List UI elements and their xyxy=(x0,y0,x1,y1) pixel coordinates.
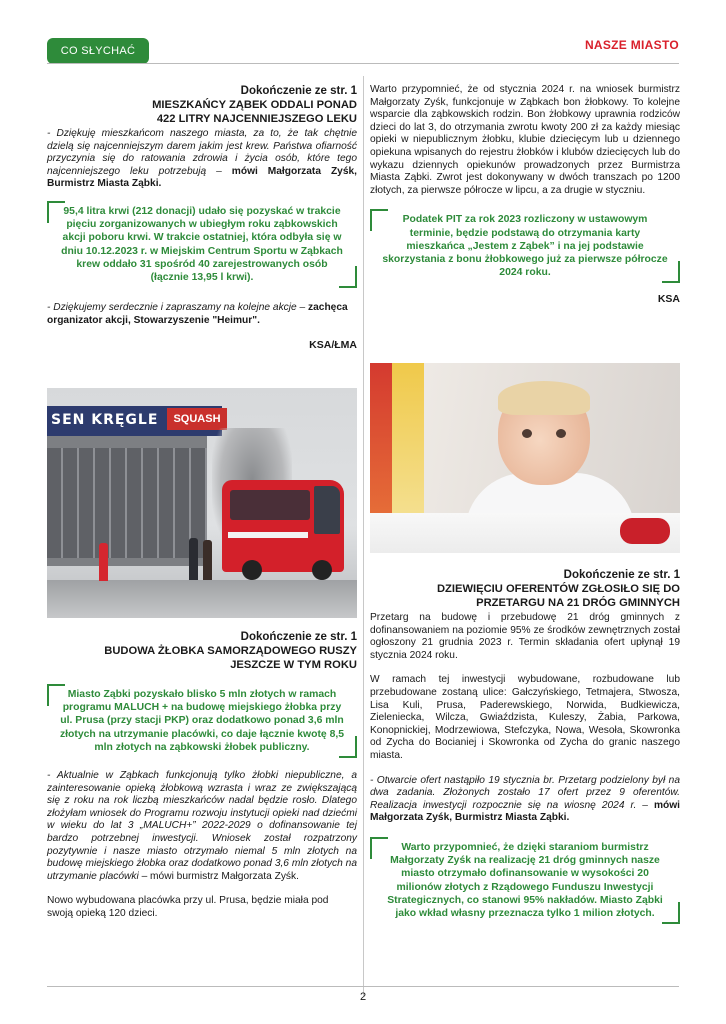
callout-corner xyxy=(662,261,680,283)
continued-label: Dokończenie ze str. 1 xyxy=(240,631,357,643)
closing-paragraph: Nowo wybudowana placówka przy ul. Prusa, będzie miała pod swoją opieką 120 dzieci. xyxy=(47,895,329,919)
quote-text: - Otwarcie ofert nastąpiło 19 stycznia br. Przetarg podzielony był na dwa zadania. Złożonych zostało 17 ofert przez 9 oferentów. Realizacja inwestycji rozpocznie się na wiosnę 2024 r. – xyxy=(370,774,680,811)
headline-line-2: 422 LITRY NAJCENNIEJSZEGO LEKU xyxy=(156,113,357,125)
page-number: 2 xyxy=(359,991,367,1003)
quote-paragraph xyxy=(47,770,357,883)
quote-text: - Dziękuję mieszkańcom naszego miasta, za to, że tak chętnie dzielą się najcenniejszym darem jakim jest krew. Państwa ofiarność przyczynia się do ratowania zdrowia i życia osób, które tego najcenniejszego leku potrzebują – xyxy=(47,128,357,177)
person-figure xyxy=(99,543,108,581)
continued-label: Dokończenie ze str. 1 xyxy=(563,569,680,581)
headline-line-2: PRZETARGU NA 21 DRÓG GMINNYCH xyxy=(476,597,680,609)
photo-blood-bus xyxy=(47,388,357,618)
red-toy xyxy=(620,518,670,544)
headline-line-1: DZIEWIĘCIU OFERENTÓW ZGŁOSIŁO SIĘ DO xyxy=(436,583,680,595)
person-figure xyxy=(203,540,212,580)
quote-text: - Aktualnie w Ząbkach funkcjonują tylko żłobki niepubliczne, a zainteresowanie opieką żłobkową wzrasta i wraz ze zwiększającą się z roku na rok liczbą mieszkańców nadal będzie rosło. Dlatego złożyłam wniosek do Programu rozwoju instytucji opieki nad dziećmi w wieku do lat 3 „MALUCH+” 2022-2029 o dofinansowanie tej bardzo potrzebnej inwestycji. Wniosek został rozpatrzony pozytywnie i nasze miasto otrzymało niemal 5 mln złotych na budowę miejskiego żłobka oraz dodatkowo ponad 3,6 mln złotych na utrzymanie placówki xyxy=(47,770,357,882)
column-divider xyxy=(363,76,364,996)
bus-window xyxy=(230,490,310,520)
snowy-ground xyxy=(47,580,357,618)
callout-corner xyxy=(47,201,65,223)
bus-windshield xyxy=(314,486,340,534)
bus-wheel xyxy=(312,560,332,580)
headline-line-1: MIESZKAŃCY ZĄBEK ODDALI PONAD xyxy=(152,99,357,111)
callout-box xyxy=(47,201,357,288)
continued-label: Dokończenie ze str. 1 xyxy=(240,85,357,97)
baby-eye xyxy=(522,429,532,438)
callout-corner xyxy=(339,266,357,288)
footer-rule xyxy=(47,986,679,987)
paragraph-1: Przetarg na budowę i przebudowę 21 dróg gminnych z dofinansowaniem na poziomie 95% ze środków zewnętrznych został ogłoszony 21 grudnia 2023 r. Termin składania ofert upłynął 19 stycznia 2024 roku. xyxy=(370,612,680,661)
photo-credit: KSA xyxy=(657,293,680,306)
callout-corner xyxy=(370,837,388,859)
headline-line-1: BUDOWA ŻŁOBKA SAMORZĄDOWEGO RUSZY xyxy=(104,645,357,657)
baby-hair xyxy=(498,381,590,415)
section-title: NASZE MIASTO xyxy=(584,38,679,52)
header-rule xyxy=(47,63,679,64)
quote-author: mówi Małgorzata Zyśk, Burmistrz Miasta Ząbki. xyxy=(47,165,357,190)
baby-eye xyxy=(556,429,566,438)
callout-box xyxy=(370,837,680,924)
callout-corner xyxy=(370,209,388,231)
glass-facade xyxy=(47,448,207,558)
article-blood-donation xyxy=(47,84,357,352)
callout-box xyxy=(370,209,680,283)
callout-corner xyxy=(339,736,357,758)
red-bus xyxy=(222,480,344,572)
photo-baby xyxy=(370,363,680,553)
quote-author: – mówi burmistrz Małgorzata Zyśk. xyxy=(138,870,299,882)
photo-credit: KSA/ŁMA xyxy=(309,339,357,352)
quote-paragraph xyxy=(370,775,680,825)
callout-corner xyxy=(47,684,65,706)
callout-text: 95,4 litra krwi (212 donacji) udało się pozyskać w trakcie pięciu zorganizowanych w ubiegłym roku ząbkowskich akcji poboru krwi. W trakcie ostatniej, która odbyła się w dniu 10.12.2023 r. w Miejskim Centrum Sportu w Ząbkach krew oddało 31 spośród 40 zarejestrowanych osób (łącznie 13,95 l krwi). xyxy=(61,205,343,283)
bus-stripe xyxy=(228,532,308,538)
thanks-author: zachęca organizator akcji, Stowarzyszenie "Heimur". xyxy=(47,302,348,326)
body-paragraph: Warto przypomnieć, że od stycznia 2024 r. na wniosek burmistrz Małgorzaty Zyśk, funkcjonuje w Ząbkach bon żłobkowy. To kolejne wsparcie dla ząbkowskich rodzin. Bon żłobkowy uprawnia rodziców dzieci do lat 3, do otrzymania zwrotu kwoty 200 zł za każdy miesiąc opieki w niepublicznym żłobku, klubie dziecięcym lub u dziennego opiekuna wpisanych do rejestru żłobków i klubów dziecięcych lub do wykazu dziennych opiekunów prowadzonych przez Burmistrza Miasta Ząbki. Zwrot jest dokonywany w dwóch transzach po 1200 złotych, za pierwsze półrocze w lipcu, a za drugie w styczniu. xyxy=(370,84,680,196)
callout-text: Warto przypomnieć, że dzięki staraniom burmistrz Małgorzaty Zyśk na realizację 21 dróg gminnych nasze miasto otrzymało dofinansowanie w wysokości 20 milionów złotych z Rządowego Funduszu Inwestycji Strategicznych, co stanowi 95% nakładów. Miasto Ząbki jako wkład własny przeznacza tylko 1 milion złotych. xyxy=(387,841,663,919)
article-roads xyxy=(370,568,680,924)
callout-corner xyxy=(662,902,680,924)
sign-text: SEN KRĘGLE xyxy=(51,412,159,428)
article-nursery-voucher xyxy=(370,84,680,306)
callout-box xyxy=(47,684,357,758)
quote-author: mówi Małgorzata Zyśk, Burmistrz Miasta Ząbki. xyxy=(370,799,680,824)
paragraph-2: W ramach tej inwestycji wybudowane, rozbudowane lub przebudowane zostaną ulice: Gałczyńskiego, Tetmajera, Stwosza, Lisa Kuli, Prusa, Paderewskiego, Norwida, Budkiewicza, Zielenieckа, Wilcza, Gwiaździsta, Kuleszy, Żabia, Parkowa, Konopnickiej, Modrzewiowa, Stefczyka, Nowa, Wesoła, Skowronka od Zycha do Bocianiej i Skowronka od Zycha do granic naszego miasta. xyxy=(370,674,680,761)
person-figure xyxy=(189,538,198,580)
thanks-paragraph xyxy=(47,302,357,327)
callout-text: Miasto Ząbki pozyskało blisko 5 mln złotych w ramach programu MALUCH + na budowę miejskiego żłobka przy ul. Prusa (przy stacji PKP) oraz dodatkowo ponad 3,6 mln złotych na utrzymanie placówki, co daje łącznie kwotę 8,5 mln złotych na ząbkowski żłobek publiczny. xyxy=(59,689,345,753)
thanks-text: - Dziękujemy serdecznie i zapraszamy na kolejne akcje – xyxy=(47,302,309,314)
article-nursery xyxy=(47,630,357,921)
squash-sign: SQUASH xyxy=(167,408,227,430)
callout-text: Podatek PIT za rok 2023 rozliczony w ustawowym terminie, będzie podstawą do otrzymania karty mieszkańca „Jestem z Ząbek” i na jej podstawie skorzystania z bonu żłobkowego już za pierwsze półrocze 2024 roku. xyxy=(382,214,668,279)
section-tag: CO SŁYCHAĆ xyxy=(47,38,149,64)
quote-paragraph xyxy=(47,128,357,191)
bus-wheel xyxy=(242,560,262,580)
headline-line-2: JESZCZE W TYM ROKU xyxy=(230,659,357,671)
